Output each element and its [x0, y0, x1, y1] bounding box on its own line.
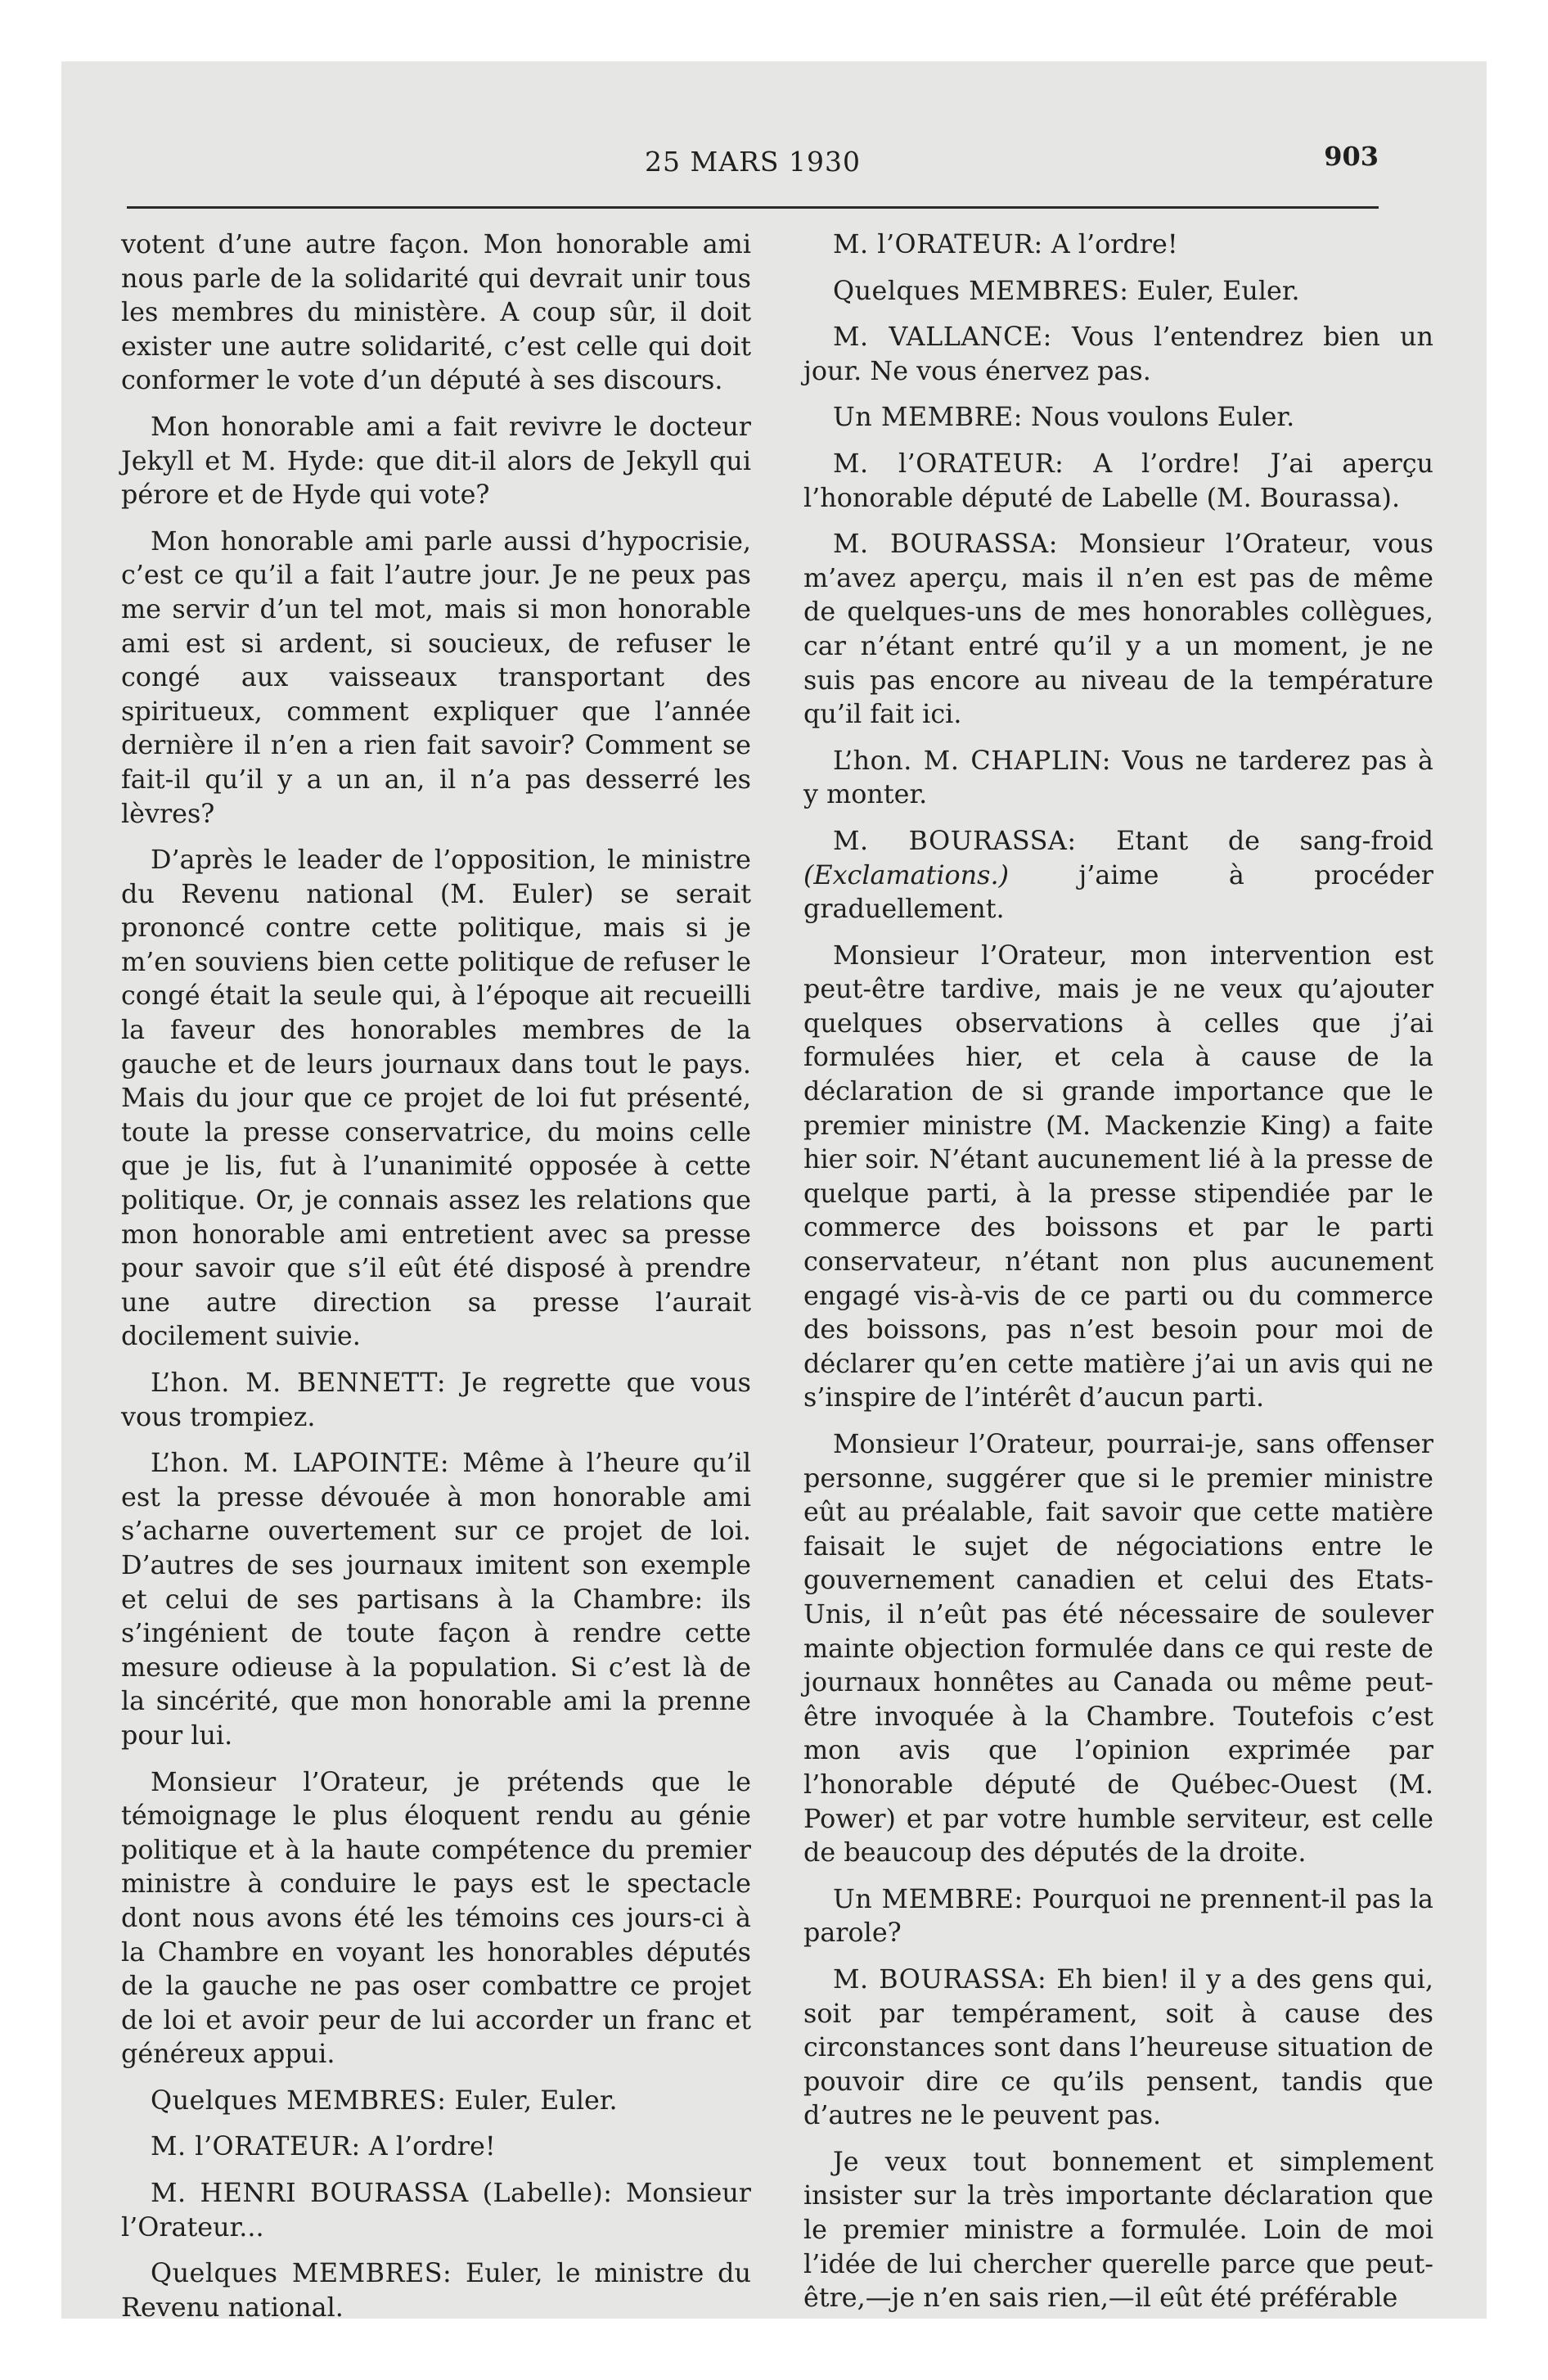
- speaker-name: M. BOURASSA:: [833, 529, 1058, 560]
- speaker-name: M. BOURASSA:: [833, 825, 1077, 856]
- paragraph-text: votent d’une autre façon. Mon honorable ami nous parle de la solidarité qui devrait unir tous les membres du ministère. A coup sûr, il doit exister une autre solidarité, c’est celle qui doit conformer le vote d’un député à ses discours.: [121, 229, 751, 396]
- page-date: 25 MARS 1930: [644, 146, 862, 178]
- paragraph-text: Euler, le ministre du Revenu national.: [121, 2258, 751, 2323]
- paragraph: [803, 1882, 1433, 1950]
- paragraph-text: Monsieur l’Orateur, pourrai-je, sans offenser personne, suggérer que si le premier ministre eût au préalable, fait savoir que cette matière faisait le sujet de négociations entre le gouvernement canadien et celui des Etats-Unis, il n’eût pas été nécessaire de soulever mainte objection formulée dans ce qui reste de journaux honnêtes au Canada ou même peut-être invoquée à la Chambre. Toutefois c’est mon avis que l’opinion exprimée par l’honorable député de Québec-Ouest (M. Power) et par votre humble serviteur, est celle de beaucoup des députés de la droite.: [803, 1429, 1433, 1868]
- paragraph: [121, 2176, 751, 2244]
- paragraph-text: Je regrette que vous vous trompiez.: [121, 1368, 751, 1432]
- speaker-name: M. l’ORATEUR:: [833, 448, 1064, 479]
- paragraph: [121, 1446, 751, 1752]
- paragraph: [803, 744, 1433, 812]
- paragraph-text: Euler, Euler.: [1128, 275, 1300, 306]
- header-rule: [127, 206, 1379, 209]
- paragraph-text: Pourquoi ne prennent-il pas la parole?: [803, 1883, 1433, 1949]
- paragraph-text: Vous l’entendrez bien un jour. Ne vous énervez pas.: [803, 322, 1433, 386]
- paragraph: [121, 1765, 751, 2071]
- left-column: [121, 228, 751, 2337]
- paragraph: [121, 2130, 751, 2164]
- speaker-name: Quelques MEMBRES:: [833, 275, 1129, 306]
- paragraph-text: Même à l’heure qu’il est la presse dévouée à mon honorable ami s’acharne ouvertement sur ce projet de loi. D’autres de ses journaux imitent son exemple et celui de ses partisans à la Chambre: ils s’ingénient de toute façon à rendre cette mesure odieuse à la population. Si c’est là de la sincérité, que mon honorable ami la prenne pour lui.: [121, 1448, 751, 1751]
- paragraph-text: Monsieur l’Orateur, mon intervention est peut-être tardive, mais je ne veux qu’ajouter quelques observations à celles que j’ai formulées hier, et cela à cause de la déclaration de si grande importance que le premier ministre (M. Mackenzie King) a faite hier soir. N’étant aucunement lié à la presse de quelque parti, à la presse stipendiée par le commerce des boissons et par le parti conservateur, n’étant non plus aucunement engagé vis-à-vis de ce parti ou du commerce des boissons, pas n’est besoin pour moi de déclarer qu’en cette matière j’ai un avis qui ne s’inspire de l’intérêt d’aucun parti.: [803, 940, 1433, 1413]
- speaker-name: M. VALLANCE:: [833, 322, 1052, 353]
- paragraph-text: Mon honorable ami parle aussi d’hypocrisie, c’est ce qu’il a fait l’autre jour. Je ne peux pas me servir d’un tel mot, mais si mon honorable ami est si ardent, si soucieux, de refuser le congé aux vaisseaux transportant des spiritueux, comment expliquer que l’année dernière il n’en a rien fait savoir? Comment se fait-il qu’il y a un an, il n’a pas desserré les lèvres?: [121, 525, 751, 829]
- paragraph: [803, 527, 1433, 732]
- paragraph: [121, 2084, 751, 2118]
- speaker-name: M. BOURASSA:: [833, 1963, 1047, 1995]
- speaker-name: Quelques MEMBRES:: [151, 2258, 452, 2289]
- speaker-name: L’hon. M. CHAPLIN:: [833, 745, 1111, 776]
- paragraph: [803, 2145, 1433, 2315]
- paragraph: [803, 447, 1433, 515]
- paragraph: [803, 939, 1433, 1415]
- paragraph-text: Euler, Euler.: [446, 2085, 618, 2116]
- paragraph: [803, 1427, 1433, 1870]
- speaker-name: M. l’ORATEUR:: [833, 229, 1043, 259]
- speaker-name: L’hon. M. BENNETT:: [151, 1368, 447, 1398]
- paragraph-text: Monsieur l’Orateur, vous m’avez aperçu, mais il n’en est pas de même de quelques-uns de mes honorables collègues, car n’étant entré qu’il y a un moment, je ne suis pas encore au niveau de la température qu’il fait ici.: [803, 529, 1433, 730]
- paragraph: [803, 824, 1433, 926]
- paragraph-text-continued: j’aime à procéder graduellement.: [803, 859, 1433, 925]
- paragraph-text: A l’ordre!: [1042, 229, 1178, 259]
- paragraph: [121, 2256, 751, 2324]
- interjection: (Exclamations.): [803, 859, 1009, 890]
- paragraph-text: Etant de sang-froid: [1076, 825, 1433, 856]
- paragraph-text: Vous ne tarderez pas à y monter.: [803, 745, 1433, 810]
- paragraph-text: Monsieur l’Orateur, je prétends que le témoignage le plus éloquent rendu au génie politique et à la haute compétence du premier ministre à conduire le pays est le spectacle dont nous avons été les témoins ces jours-ci à la Chambre en voyant les honorables députés de la gauche ne pas oser combattre ce projet de loi et avoir peur de lui accorder un franc et généreux appui.: [121, 1766, 751, 2070]
- paragraph-text: Je veux tout bonnement et simplement insister sur la très importante déclaration que le premier ministre a formulée. Loin de moi l’idée de lui chercher querelle parce que peut-être,—je n’en sais rien,—il eût été préférable: [803, 2146, 1433, 2314]
- paragraph: [121, 228, 751, 398]
- paragraph-text: Eh bien! il y a des gens qui, soit par tempérament, soit à cause des circonstances sont dans l’heureuse situation de pouvoir dire ce qu’ils pensent, tandis que d’autres ne le peuvent pas.: [803, 1963, 1433, 2131]
- paragraph: [803, 400, 1433, 435]
- paragraph-text: Nous voulons Euler.: [1022, 402, 1295, 433]
- page-header: [127, 139, 1379, 188]
- right-column: [803, 228, 1433, 2328]
- page-number: 903: [1324, 141, 1379, 172]
- paragraph: [803, 274, 1433, 309]
- paragraph: [803, 228, 1433, 262]
- speaker-name: Un MEMBRE:: [833, 402, 1023, 433]
- paragraph: [121, 843, 751, 1354]
- paragraph-text: Monsieur l’Orateur...: [121, 2178, 751, 2243]
- paragraph: [803, 1963, 1433, 2133]
- speaker-name: Quelques MEMBRES:: [151, 2085, 447, 2116]
- speaker-name: M. l’ORATEUR:: [151, 2131, 361, 2162]
- paragraph-text: A l’ordre!: [360, 2131, 496, 2162]
- paragraph: [121, 410, 751, 512]
- paragraph: [121, 525, 751, 831]
- paragraph-text: D’après le leader de l’opposition, le ministre du Revenu national (M. Euler) se serait prononcé contre cette politique, mais si je m’en souviens bien cette politique de refuser le congé était la seule qui, à l’époque ait recueilli la faveur des honorables membres de la gauche et de leurs journaux dans tout le pays. Mais du jour que ce projet de loi fut présenté, toute la presse conservatrice, du moins celle que je lis, fut à l’unanimité opposée à cette politique. Or, je connais assez les relations que mon honorable ami entretient avec sa presse pour savoir que s’il eût été disposé à prendre une autre direction sa presse l’aurait docilement suivie.: [121, 845, 751, 1352]
- speaker-name: L’hon. M. LAPOINTE:: [151, 1448, 450, 1479]
- speaker-name: Un MEMBRE:: [833, 1883, 1024, 1914]
- paragraph: [121, 1366, 751, 1434]
- paragraph-text: Mon honorable ami a fait revivre le docteur Jekyll et M. Hyde: que dit-il alors de Jekyll qui pérore et de Hyde qui vote?: [121, 411, 751, 511]
- speaker-name: M. HENRI BOURASSA (Labelle):: [151, 2178, 613, 2209]
- paragraph-text: A l’ordre! J’ai aperçu l’honorable député de Labelle (M. Bourassa).: [803, 448, 1433, 513]
- paragraph: [803, 320, 1433, 388]
